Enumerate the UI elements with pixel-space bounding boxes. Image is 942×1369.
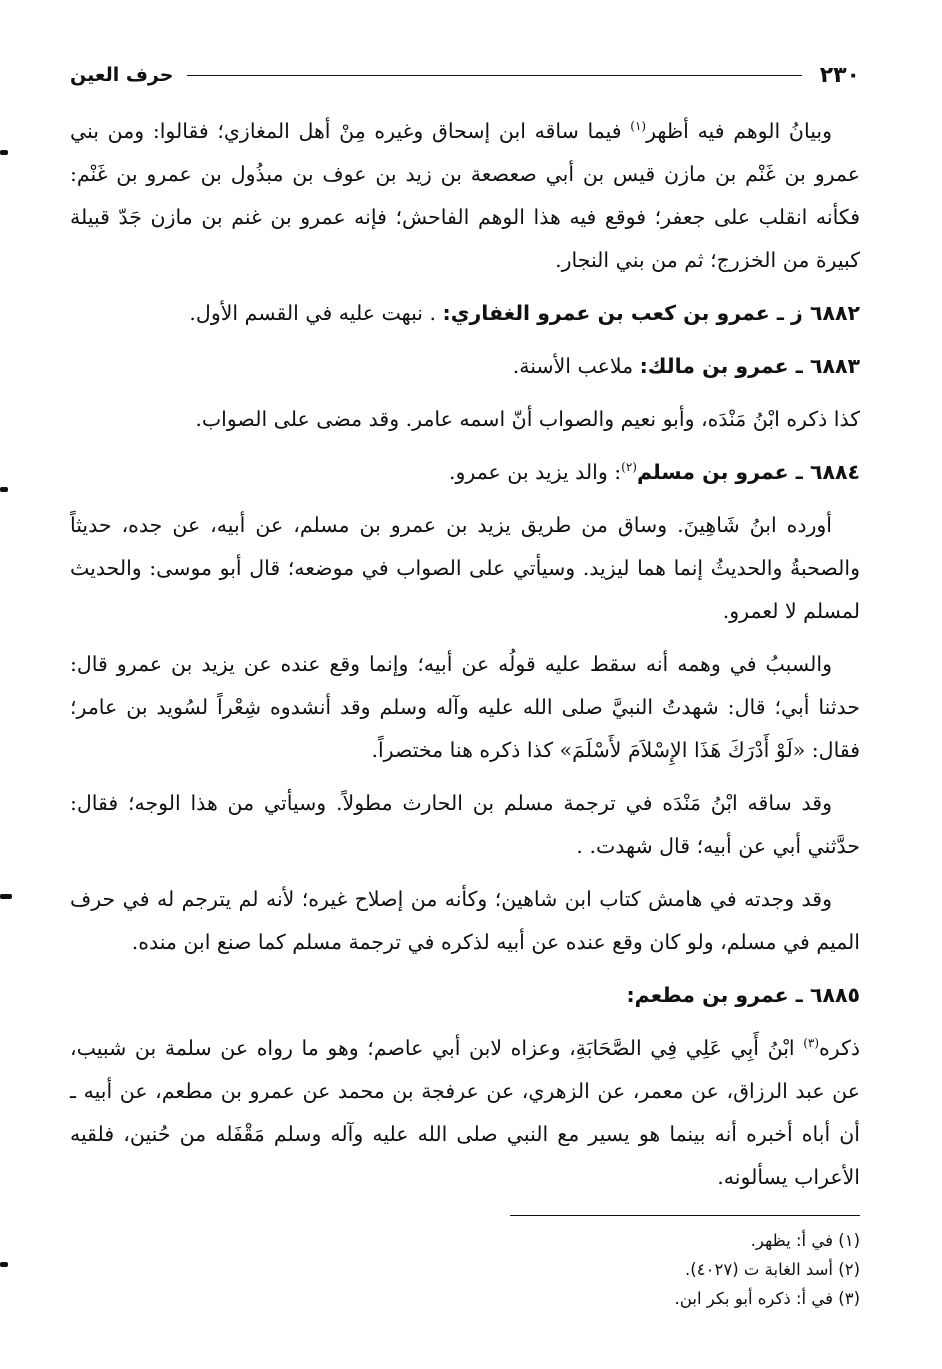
entry-heading: ٦٨٨٥ ـ عمرو بن مطعم:	[626, 983, 860, 1007]
paragraph: وقد ساقه ابْنُ مَنْدَه في ترجمة مسلم بن الحارث مطولاً. وسيأتي من هذا الوجه؛ فقال: حدَّثني أبي عن أبيه؛ قال شهدت. .	[70, 791, 860, 858]
paragraph: أورده ابنُ شَاهِينَ. وساق من طريق يزيد بن عمرو بن مسلم، عن أبيه، عن جده، حديثاً والصحبةُ والحديثُ إنما هما ليزيد. وسيأتي على الصواب في موضعه؛ قال أبو موسى: والحديث لمسلم لا لعمرو.	[70, 513, 860, 623]
text-run: ذكره	[819, 1036, 860, 1060]
footnote-rule	[510, 1215, 860, 1216]
scan-edge-mark	[0, 150, 8, 155]
paragraph	[70, 1027, 860, 1199]
text-run: ابْنُ أَبِي عَلِي فِي الصَّحَابَةِ، وعزاه لابن أبي عاصم؛ وهو ما رواه عن سلمة بن شبيب، عن عبد الرزاق، عن معمر، عن الزهري، عن عرفجة بن محمد عن عمرو بن مطعم، عن أبيه ـ أن أباه أخبره أنه بينما هو يسير مع النبي صلى الله عليه وآله وسلم مَقْفَله من حُنين، فلقيه الأعراب يسألونه.	[70, 1036, 860, 1189]
footnote-marker: (٣)	[803, 1036, 820, 1051]
chapter-title: حرف العين	[70, 64, 174, 86]
text-run: وبيانُ الوهم فيه أظهر	[646, 119, 832, 143]
paragraph-intro	[70, 110, 860, 282]
entry-text: : والد يزيد بن عمرو.	[448, 460, 622, 484]
entry-6883	[70, 345, 860, 388]
entry-text: ملاعب الأسنة.	[512, 354, 640, 378]
paragraph: كذا ذكره ابْنُ مَنْدَه، وأبو نعيم والصواب أنّ اسمه عامر. وقد مضى على الصواب.	[195, 407, 860, 431]
entry-heading: ٦٨٨٤ ـ عمرو بن مسلم	[636, 460, 860, 484]
entry-text: . نبهت عليه في القسم الأول.	[189, 301, 443, 325]
book-page	[70, 58, 860, 1348]
footnote-2: (٢) أسد الغابة ت (٤٠٢٧).	[685, 1260, 860, 1279]
main-text	[70, 110, 860, 1209]
text-run: فيما ساقه ابن إسحاق وغيره مِنْ أهل المغازي؛ فقالوا: ومن بني عمرو بن غَنْم بن مازن قيس بن أبي صعصعة بن زيد بن عوف بن مبذُول بن عمرو بن غَنْم: فكأنه انقلب على جعفر؛ فوقع فيه هذا الوهم الفاحش؛ فإنه عمرو بن غنم بن مازن جَدّ قبيلة كبيرة من الخزرج؛ ثم من بني النجار.	[70, 119, 860, 272]
footnote-marker: (١)	[630, 119, 647, 134]
entry-heading: ٦٨٨٣ ـ عمرو بن مالك:	[639, 354, 860, 378]
scan-edge-mark	[0, 894, 12, 899]
entry-heading: ٦٨٨٢ ز ـ عمرو بن كعب بن عمرو الغفاري:	[442, 301, 860, 325]
entry-6882	[70, 292, 860, 335]
paragraph: وقد وجدته في هامش كتاب ابن شاهين؛ وكأنه من إصلاح غيره؛ لأنه لم يترجم له في حرف الميم في مسلم، ولو كان وقع عنده عن أبيه لذكره في ترجمة مسلم كما صنع ابن منده.	[70, 887, 860, 954]
header-rule	[187, 75, 801, 76]
scan-edge-mark	[0, 487, 8, 492]
entry-6884	[70, 451, 860, 494]
footnote-1: (١) في أ: يظهر.	[750, 1231, 860, 1250]
page-number: ٢٣٠	[819, 62, 860, 88]
running-header	[70, 58, 860, 92]
entry-6885	[70, 974, 860, 1017]
scan-edge-mark	[0, 1262, 8, 1267]
footnote-3: (٣) في أ: ذكره أبو بكر ابن.	[674, 1289, 860, 1308]
footnote-marker: (٢)	[621, 460, 637, 475]
footnotes	[70, 1226, 860, 1313]
paragraph: والسببُ في وهمه أنه سقط عليه قولُه عن أبيه؛ وإنما وقع عنده عن يزيد بن عمرو قال: حدثنا أبي؛ قال: شهدتُ النبيَّ صلى الله عليه وآله وسلم وقد أنشدوه شِعْراً لسُويد بن عامر؛ فقال: «لَوْ أَدْرَكَ هَذَا الإِسْلاَمَ لأَسْلَمَ» كذا ذكره هنا مختصراً.	[70, 652, 860, 762]
